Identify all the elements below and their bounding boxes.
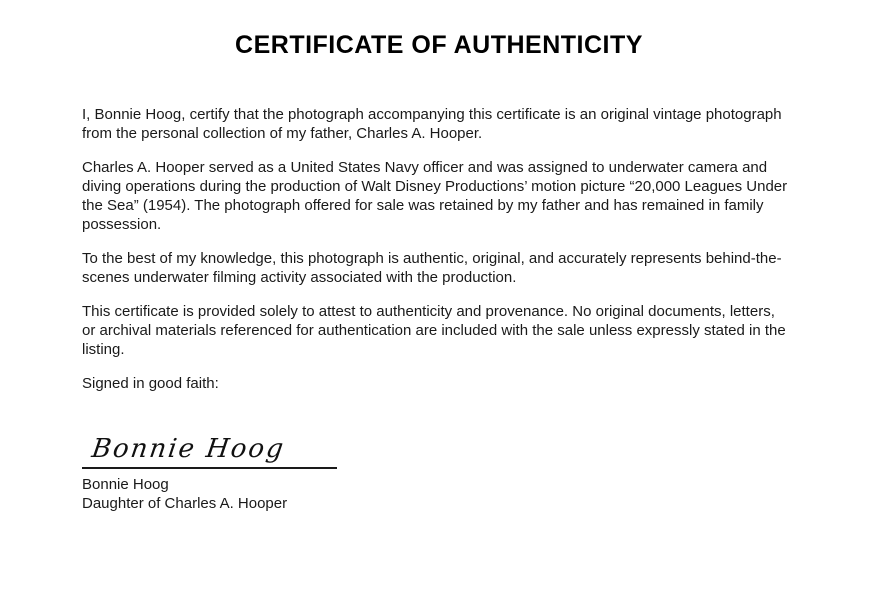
- signature-line: [82, 467, 337, 469]
- certificate-title: CERTIFICATE OF AUTHENTICITY: [235, 31, 643, 59]
- signoff-label: Signed in good faith:: [82, 375, 219, 392]
- signature-printed-name: Bonnie Hoog: [82, 476, 169, 493]
- certificate-body: [0, 59, 788, 513]
- signature-relation: Daughter of Charles A. Hooper: [82, 495, 288, 512]
- handwritten-signature: Bonnie Hoog: [89, 434, 287, 464]
- certificate-paragraph-disclaimer: This certificate is provided solely to attest to authenticity and provenance. No original documents, letters, or archival materials referenced for authentication are included with the sale unless expressly stated in the listing.: [82, 303, 786, 358]
- certificate-paragraph-provenance: Charles A. Hooper served as a United States Navy officer and was assigned to underwater camera and diving operations during the production of Walt Disney Productions’ motion picture “20,000 Leagues Under the Sea” (1954). The photograph offered for sale was retained by my father and has remained in family possession.: [82, 159, 788, 233]
- certificate-paragraph-attestation: To the best of my knowledge, this photograph is authentic, original, and accurately represents behind-the-scenes underwater filming activity associated with the production.: [82, 250, 782, 286]
- signature-block: [82, 434, 788, 513]
- certificate-paragraph-intro: I, Bonnie Hoog, certify that the photograph accompanying this certificate is an original vintage photograph from the personal collection of my father, Charles A. Hooper.: [82, 106, 782, 142]
